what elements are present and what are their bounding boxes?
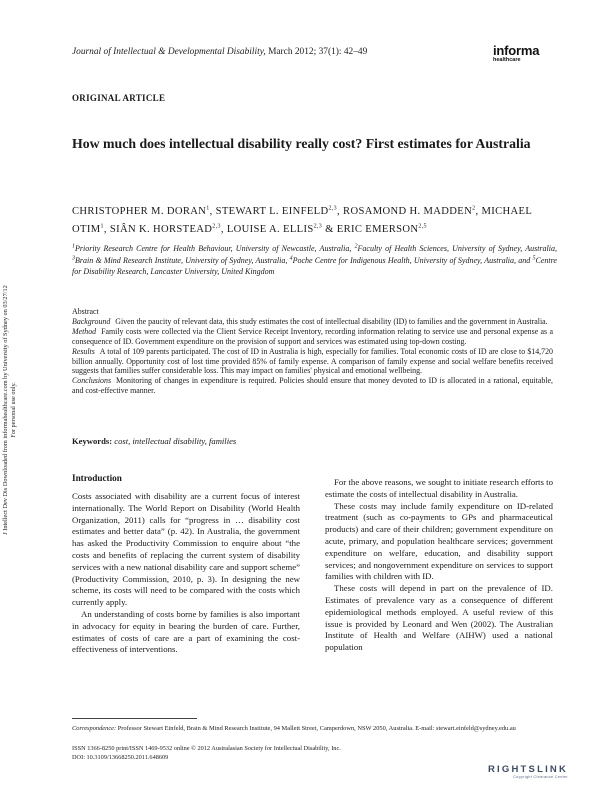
affiliation-text: Brain & Mind Research Institute, University of Sydney, Australia, — [75, 256, 290, 266]
author-name: LOUISE A. ELLIS — [226, 223, 314, 235]
abstract-section-label: Conclusions — [72, 376, 112, 386]
affiliation-text: Faculty of Health Sciences, University of Sydney, Australia, — [357, 243, 557, 253]
keywords-label: Keywords: — [72, 436, 113, 446]
affiliation — [72, 256, 290, 265]
issue-info: March 2012; 37(1): 42–49 — [265, 47, 368, 57]
download-side-note — [0, 240, 40, 600]
publisher-logo-main: informa — [493, 43, 540, 58]
affiliation-text: Priority Research Centre for Health Behaviour, University of Newcastle, Australia, — [75, 243, 355, 253]
affiliation — [72, 244, 355, 253]
download-note-line-1: J Intellect Dev Dis Downloaded from informahealthcare.com by University of Sydney on 03/27/12 — [2, 285, 9, 535]
author-separator: , — [475, 205, 482, 217]
affiliation-text: Poche Centre for Indigenous Health, University of Sydney, Australia, and — [292, 256, 533, 266]
abstract-section-text: A total of 109 parents participated. The cost of ID in Australia is high, especially for families. Total economic costs of ID are close to $14,720 billion annually. Opportunity cost of lost time provided 85% of family expense. A comparison of family expense and social welfare benefits received suggests that families suffer considerable loss. This may impact on families' physical and emotional wellbeing. — [72, 346, 553, 376]
journal-header — [72, 47, 367, 57]
author — [110, 224, 227, 235]
doi-line: DOI: 10.3109/13668250.2011.648609 — [72, 753, 169, 761]
publisher-logo-sub: healthcare — [493, 57, 521, 63]
abstract — [72, 307, 553, 396]
issn-block — [72, 745, 553, 762]
author-name: MICHAEL OTIM — [72, 205, 532, 235]
abstract-section — [72, 376, 553, 396]
body-paragraph: These costs may include family expenditure on ID-related treatment (such as co-payments to GPs and pharmaceutical products) and care of their children; government expenditure on acute, primary, and population healthcare services; government expenditure on welfare, education, and disability support services; and nongovernment expenditure on services to support families with children with ID. — [325, 500, 553, 582]
section-heading-introduction: Introduction — [72, 473, 122, 483]
author-name: ROSAMOND H. MADDEN — [343, 205, 473, 217]
rightslink-logo-sub: Copyright Clearance Center — [513, 775, 568, 779]
rightslink-logo — [488, 765, 568, 780]
rightslink-logo-main: RIGHTSLINK — [488, 764, 569, 775]
affiliation-marker: 1 — [72, 243, 75, 249]
author-name: CHRISTOPHER M. DORAN — [72, 205, 207, 217]
journal-name: Journal of Intellectual & Developmental Disability, — [72, 47, 266, 57]
abstract-section-label: Background — [72, 316, 111, 326]
author-separator: & — [322, 223, 337, 235]
affiliation-marker: 3 — [72, 255, 75, 262]
publisher-logo — [493, 44, 553, 64]
abstract-section-text: Monitoring of changes in expenditure is required. Policies should ensure that money devoted to ID is allocated in a rational, equitable, and cost-effective manner. — [72, 376, 553, 396]
author-list — [72, 201, 557, 237]
author-separator: , — [209, 205, 216, 217]
author-affiliation-marker: 2 — [472, 205, 476, 211]
body-paragraph: Costs associated with disability are a current focus of interest internationally. The World Report on Disability (World Health Organization, 2011) calls for “progress in … disability cost estimates and better data” (p. 42). In Australia, the government has asked the Productivity Commission to enquire about “the costs and benefits of replacing the current system of disability services with a new national disability care and support scheme” (Productivity Commission, 2010, p. 3). In designing the new scheme, its costs will need to be compared with the costs which currently apply. — [72, 491, 300, 608]
author-affiliation-marker: 2,3 — [212, 223, 221, 230]
download-note-line-2: For personal use only. — [10, 382, 17, 438]
abstract-sections — [72, 317, 553, 396]
author — [337, 224, 427, 235]
abstract-section — [72, 347, 553, 377]
keywords — [72, 436, 553, 446]
affiliation-marker: 4 — [289, 255, 293, 262]
abstract-section-label: Results — [72, 346, 95, 356]
abstract-section-text: Given the paucity of relevant data, this study estimates the cost of intellectual disability (ID) to families and the government in Australia. — [115, 316, 548, 326]
body-column-left — [72, 473, 300, 656]
author-separator: , — [337, 205, 344, 217]
author-name: SIÂN K. HORSTEAD — [109, 223, 213, 235]
article-type: ORIGINAL ARTICLE — [72, 93, 166, 103]
author — [72, 206, 216, 217]
correspondence-note — [72, 724, 553, 733]
body-column-right — [325, 477, 553, 654]
correspondence-text: Professor Stewart Einfeld, Brain & Mind Research Institute, 94 Mallett Street, Camperdown, NSW 2050, Australia. E-mail: stewart.einfeld@sydney.edu.au — [116, 725, 516, 732]
author-separator: , — [220, 223, 227, 235]
author-name: ERIC EMERSON — [336, 223, 419, 235]
author-separator: , — [103, 223, 110, 235]
author — [216, 206, 343, 217]
author-affiliation-marker: 1 — [206, 205, 210, 211]
author-affiliation-marker: 2,3 — [328, 205, 338, 211]
abstract-section — [72, 317, 553, 327]
abstract-section-label: Method — [72, 326, 97, 336]
abstract-heading: Abstract — [72, 307, 99, 316]
author-affiliation-marker: 2,5 — [418, 223, 427, 230]
body-paragraph: These costs will depend in part on the prevalence of ID. Estimates of prevalence vary as a consequence of different epidemiological methods employed. A useful review of this issue is provided by Leonard and Wen (2002). The Australian Institute of Health and Welfare (AIHW) used a national population — [325, 583, 553, 653]
article-title: How much does intellectual disability really cost? First estimates for Australia — [72, 136, 531, 151]
affiliation-marker: 5 — [532, 255, 536, 262]
affiliation — [355, 244, 558, 253]
affiliation-text: Centre for Disability Research, Lancaster University, United Kingdom — [72, 256, 557, 277]
author-affiliation-marker: 2,3 — [313, 223, 323, 230]
issn-line: ISSN 1366-8250 print/ISSN 1469-9532 online © 2012 Australasian Society for Intellectual Disability, Inc. — [72, 745, 341, 752]
author-name: STEWART L. EINFELD — [215, 205, 329, 217]
author — [227, 224, 337, 235]
body-paragraph: For the above reasons, we sought to initiate research efforts to estimate the costs of intellectual disability in Australia. — [325, 477, 553, 499]
keywords-values: cost, intellectual disability, families — [114, 436, 237, 446]
abstract-section-text: Family costs were collected via the Client Service Receipt Inventory, recording information relating to service use and personal expense as a consequence of ID. Government expenditure on the provision of support and services was estimated using top-down costing. — [72, 326, 553, 346]
footnote-divider — [72, 718, 197, 719]
correspondence-label: Correspondence: — [72, 725, 117, 732]
abstract-section — [72, 327, 553, 347]
affiliation-marker: 2 — [354, 243, 358, 249]
affiliation-list — [72, 241, 557, 277]
author — [343, 206, 481, 217]
affiliation — [290, 256, 533, 265]
author-affiliation-marker: 1 — [100, 223, 104, 230]
body-paragraph: An understanding of costs borne by families is also important in advocacy for equity in bearing the burden of care. Further, estimates of costs of care are a part of examining the cost-effectiveness of interventions. — [72, 608, 300, 655]
